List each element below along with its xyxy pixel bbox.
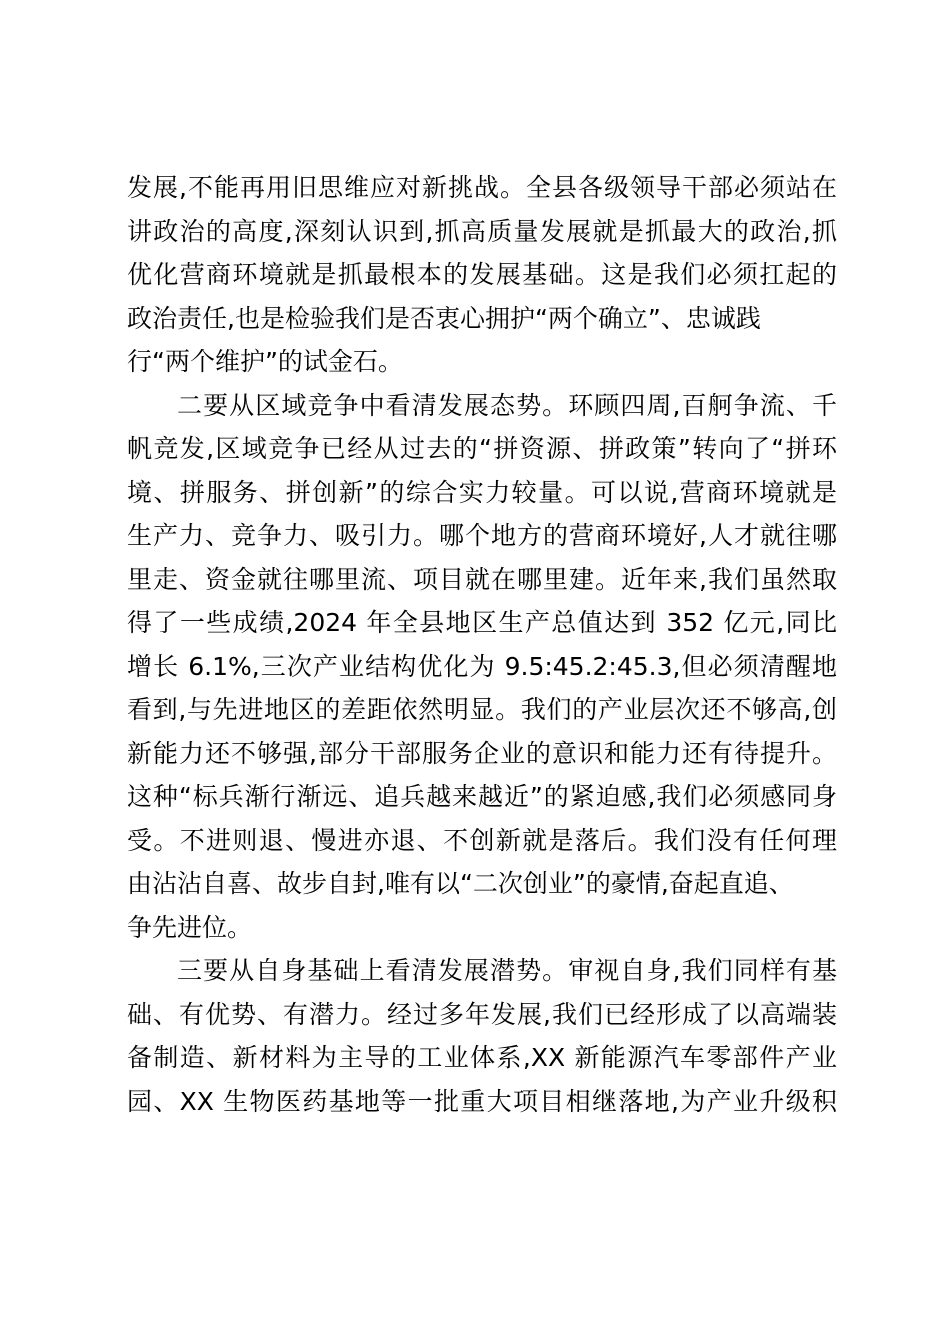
text-line: 新能力还不够强,部分干部服务企业的意识和能力还有待提升。 [127,738,837,768]
text-line: 政治责任,也是检验我们是否衷心拥护“两个确立”、忠诚践 [127,303,761,333]
text-line: 讲政治的高度,深刻认识到,抓高质量发展就是抓最大的政治,抓 [127,216,837,246]
text-line: 由沾沾自喜、故步自封,唯有以“二次创业”的豪情,奋起直追、 [127,869,794,898]
text-line: 得了一些成绩,2024 年全县地区生产总值达到 352 亿元,同比 [127,608,837,637]
text-line: 生产力、竞争力、吸引力。哪个地方的营商环境好,人才就往哪 [127,521,837,550]
paragraph-first-line: 三要从自身基础上看清发展潜势。审视自身,我们同样有基 [177,956,837,985]
paragraph-first-line: 二要从区域竞争中看清发展态势。环顾四周,百舸争流、千 [177,390,837,420]
text-line: 行“两个维护”的试金石。 [127,347,403,376]
text-line: 境、拼服务、拼创新”的综合实力较量。可以说,营商环境就是 [127,477,837,507]
text-line: 里走、资金就往哪里流、项目就在哪里建。近年来,我们虽然取 [127,564,837,594]
text-line: 帆竞发,区域竞争已经从过去的“拼资源、拼政策”转向了“拼环 [127,434,837,463]
text-line: 受。不进则退、慢进亦退、不创新就是落后。我们没有任何理 [127,825,837,855]
text-line: 争先进位。 [127,912,253,942]
text-line: 看到,与先进地区的差距依然明显。我们的产业层次还不够高,创 [127,695,837,724]
text-line: 备制造、新材料为主导的工业体系,XX 新能源汽车零部件产业 [127,1043,837,1072]
body-text [127,166,837,1123]
text-line: 优化营商环境就是抓最根本的发展基础。这是我们必须扛起的 [127,260,837,289]
text-line: 这种“标兵渐行渐远、追兵越来越近”的紧迫感,我们必须感同身 [127,782,837,811]
text-line: 础、有优势、有潜力。经过多年发展,我们已经形成了以高端装 [127,999,837,1029]
text-line: 增长 6.1%,三次产业结构优化为 9.5:45.2:45.3,但必须清醒地 [127,651,837,681]
text-line: 发展,不能再用旧思维应对新挑战。全县各级领导干部必须站在 [127,173,837,202]
text-line: 园、XX 生物医药基地等一批重大项目相继落地,为产业升级积 [127,1086,837,1116]
